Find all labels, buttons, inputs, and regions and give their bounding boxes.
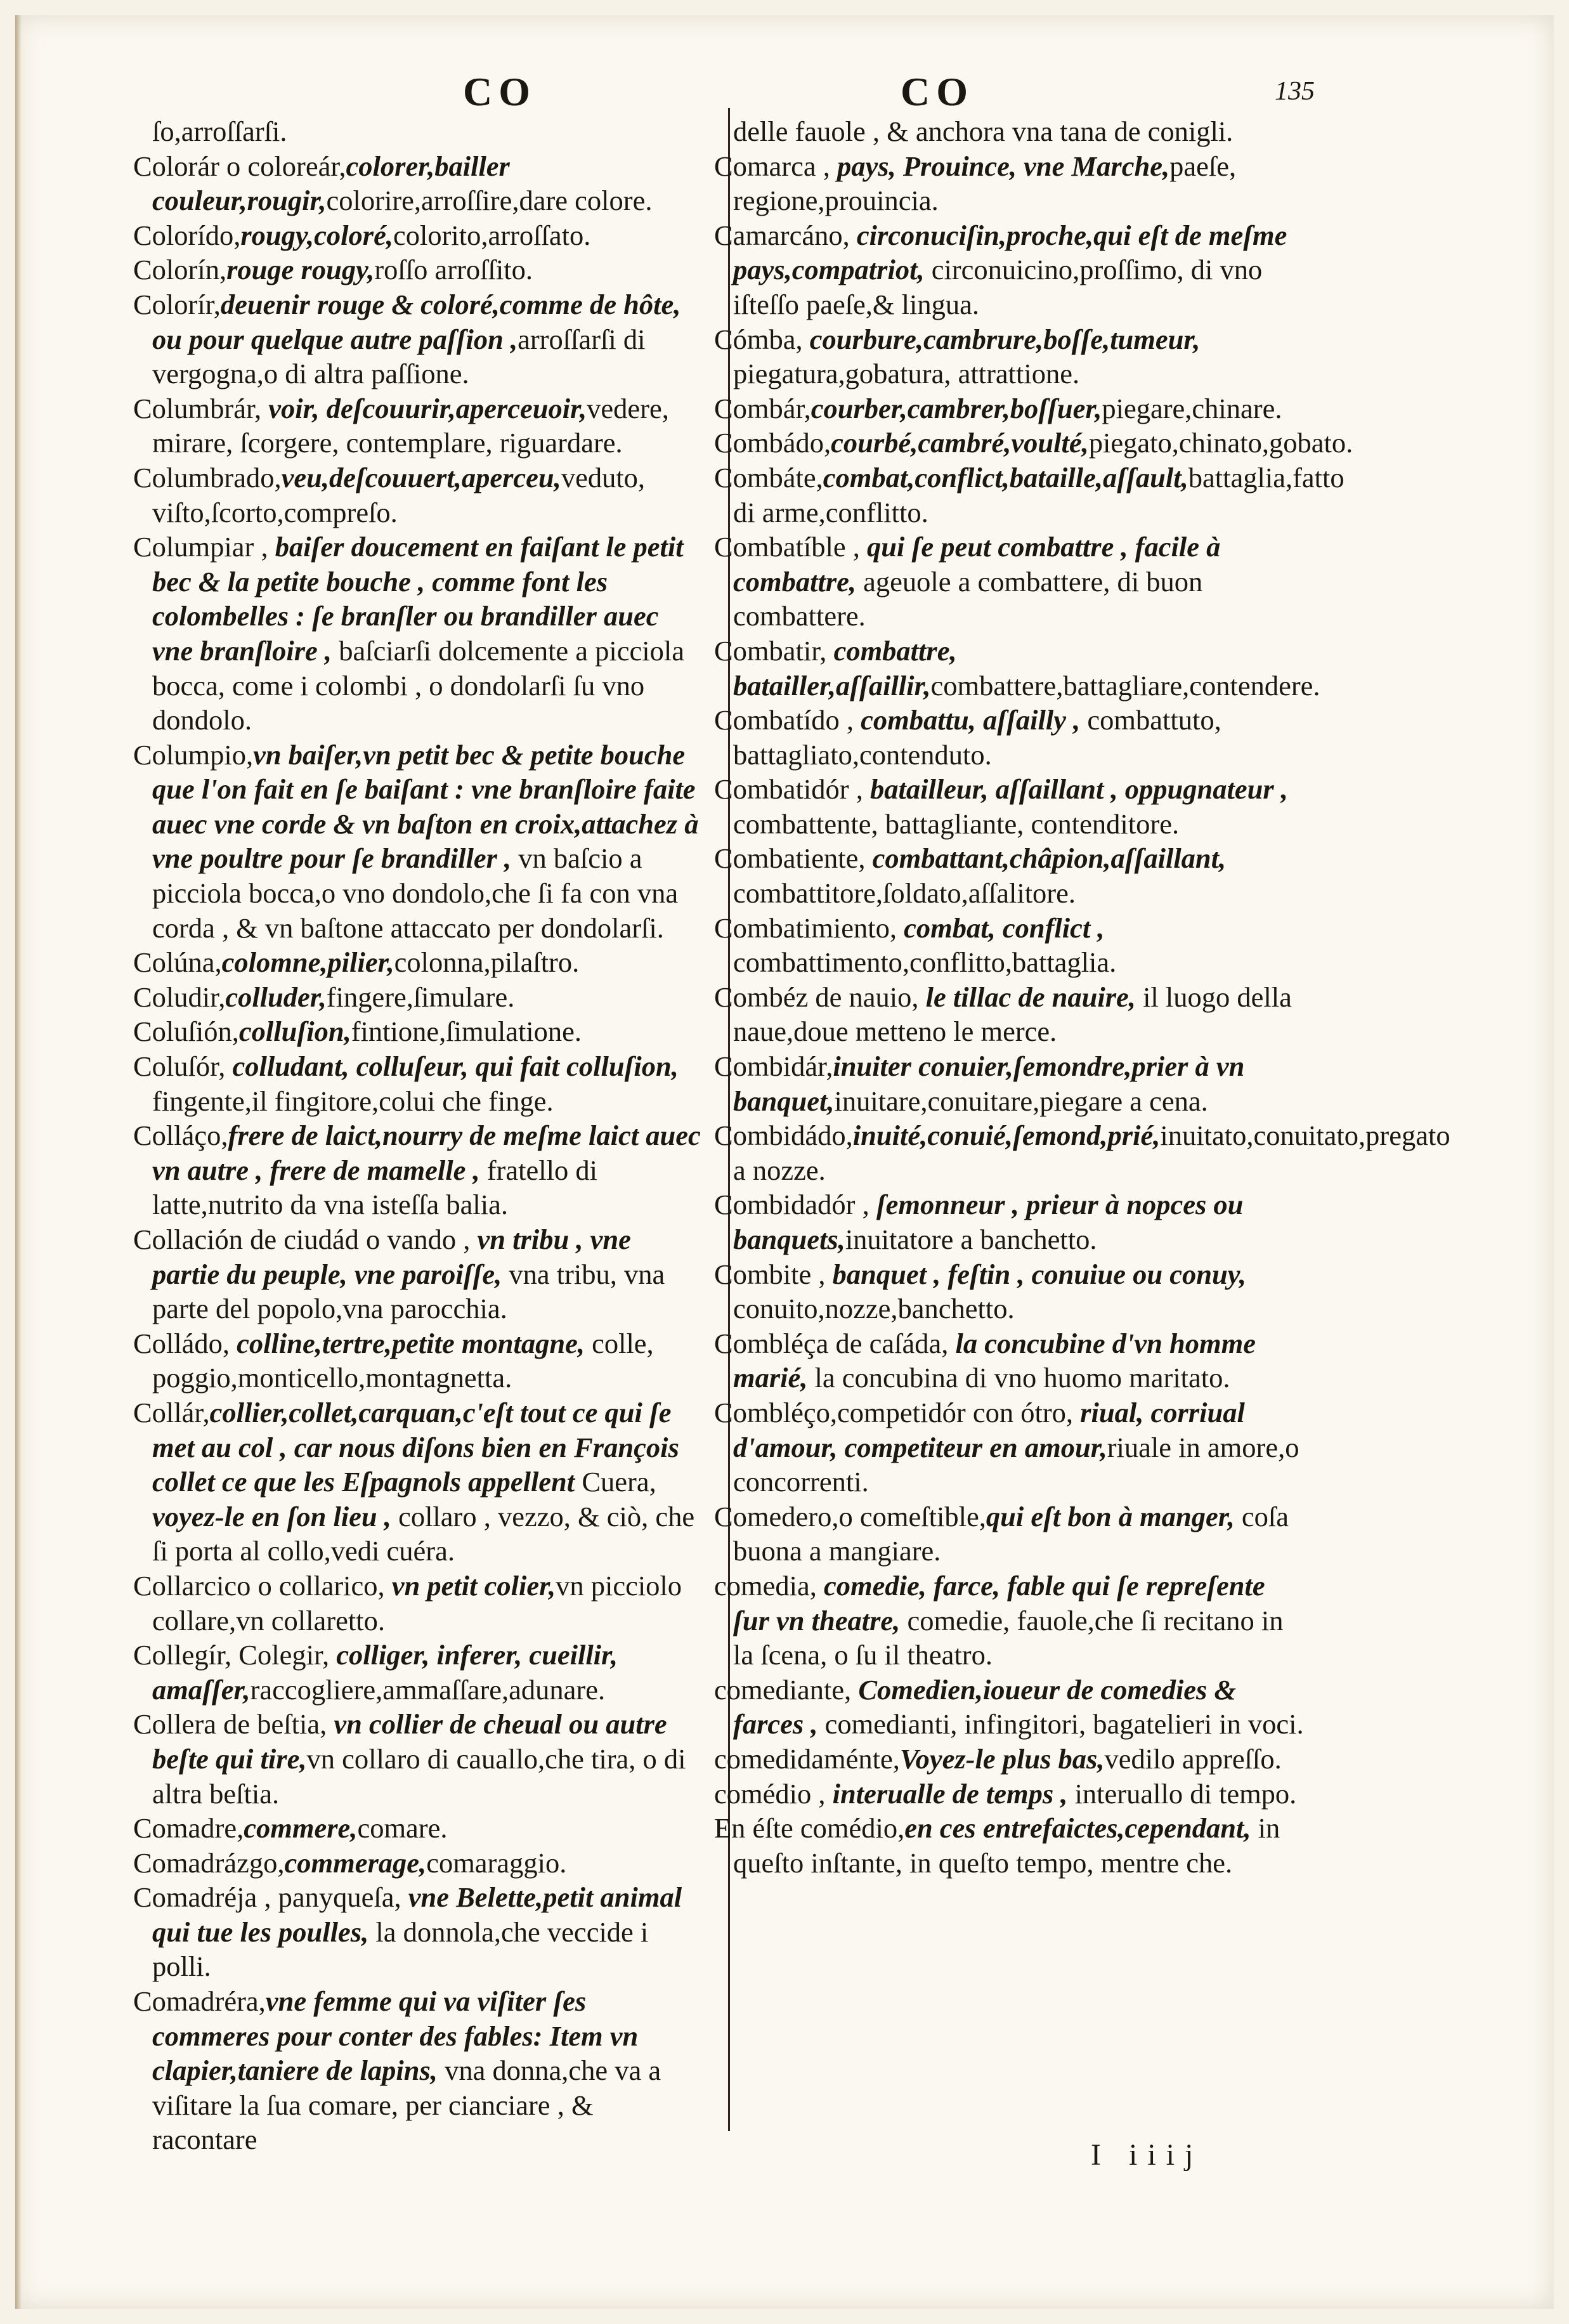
entry-french-gloss: vn baiſer,vn petit bec & petite bouche que l'on fait en ſe baiſant : vne branſloire faite auec vne corde & vn baſton en croix,attachez à vne poultre pour ſe brandiller , [152, 738, 699, 875]
running-head-left: CO [463, 69, 537, 114]
entry-headword: Collár, [133, 1396, 210, 1428]
dictionary-entry [714, 460, 1344, 530]
dictionary-entry [133, 149, 704, 218]
entry-italian-gloss: riuale in amore,o concorrenti. [733, 1431, 1299, 1498]
entry-french-gloss: la concubine d'vn homme marié, [733, 1327, 1256, 1394]
entry-french-gloss: combattu, aſſailly , [861, 704, 1081, 736]
entry-french-gloss: riual, corriual d'amour, competiteur en amour, [733, 1396, 1245, 1463]
entry-french-gloss: combattre, batailler,aſſaillir, [733, 634, 957, 702]
entry-italian-gloss: combattitore,ſoldato,aſſalitore. [733, 877, 1076, 910]
dictionary-entry [714, 1257, 1304, 1326]
entry-italian-gloss: coſa buona a mangiare. [733, 1500, 1289, 1567]
page-number: 135 [1275, 77, 1315, 106]
entry-headword: Combár, [714, 392, 811, 424]
entry-headword: Colúna, [133, 946, 222, 979]
entry-italian-gloss: inuitatore a banchetto. [845, 1224, 1097, 1255]
entry-french-gloss: commere, [244, 1812, 358, 1844]
entry-french-gloss: courbé,cambré,voulté, [831, 427, 1089, 459]
dictionary-entry [714, 911, 1304, 980]
entry-italian-gloss: paeſe, regione,prouincia. [733, 150, 1237, 217]
entry-italian-gloss: combattente, battagliante, contenditore. [733, 807, 1180, 840]
entry-italian-gloss: inuitare,conuitare,piegare a cena. [834, 1085, 1208, 1117]
entry-italian-gloss: la concubina di vno huomo maritato. [807, 1362, 1230, 1394]
dictionary-entry [133, 530, 704, 738]
entry-french-gloss: voir, deſcouurir,aperceuoir, [268, 392, 587, 424]
entry-headword: Comarca , [714, 150, 837, 182]
entry-french-gloss: ſemonneur , prieur à nopces ou banquets, [733, 1189, 1244, 1255]
dictionary-entry [714, 322, 1304, 391]
dictionary-entry [133, 287, 704, 391]
entry-italian-gloss: comare. [357, 1812, 448, 1844]
entry-headword: Colládo, [133, 1327, 237, 1359]
entry-headword: Combatir, [714, 634, 834, 667]
dictionary-entry [133, 1984, 704, 2157]
entry-headword: Combatimiento, [714, 911, 904, 944]
entry-italian-gloss: fintione,ſimulatione. [351, 1015, 582, 1048]
entry-french-gloss: combat,conflict,bataille,aſſault, [823, 461, 1188, 493]
entry-headword: comediante, [714, 1673, 859, 1706]
dictionary-entry [714, 391, 1304, 426]
entry-french-gloss: inuiter conuier,ſemondre,prier à vn banquet, [733, 1050, 1245, 1117]
entry-headword: Combatidór , [714, 773, 870, 806]
entry-french-gloss: vn petit colier, [391, 1569, 556, 1602]
entry-italian-gloss: o comeſtible, [838, 1500, 986, 1532]
dictionary-entry [133, 391, 704, 460]
entry-french-gloss: vne Belette,petit animal qui tue les poulles, [152, 1881, 682, 1948]
dictionary-entry [133, 460, 704, 530]
entry-french-gloss: colluſion, [238, 1015, 351, 1048]
entry-headword: Combatíble , [714, 531, 868, 563]
entry-headword: Comadréja , [133, 1881, 278, 1914]
dictionary-entry [714, 980, 1304, 1049]
entry-headword: Combléça de caſáda, [714, 1327, 956, 1359]
dictionary-entry [714, 530, 1304, 634]
entry-french-gloss: qui eſt bon à manger, [986, 1500, 1235, 1532]
entry-french-gloss: commerage, [284, 1846, 427, 1879]
entry-french-gloss: combattant,châpion,aſſaillant, [872, 842, 1227, 875]
entry-headword: Coluſór, [133, 1050, 233, 1083]
dictionary-entry [714, 1187, 1304, 1257]
dictionary-entry [133, 738, 704, 946]
entry-french-gloss: pays, Prouince, vne Marche, [837, 150, 1170, 182]
entry-headword: Colorín, [133, 254, 227, 286]
dictionary-entry [133, 114, 704, 149]
entry-french-gloss: rougy,coloré, [240, 219, 393, 251]
entry-headword: Combatído , [714, 704, 861, 736]
dictionary-entry [714, 1811, 1304, 1880]
dictionary-entry [133, 1811, 704, 1846]
dictionary-entry [714, 1118, 1450, 1187]
entry-italian-gloss: vn picciolo collare,vn collaretto. [152, 1569, 682, 1636]
entry-italian-gloss: collaro , vezzo, & ciò, che ſi porta al collo,vedi cuéra. [152, 1500, 695, 1567]
entry-headword: Columbrár, [133, 392, 269, 424]
entry-italian-gloss: colle, poggio,monticello,montagnetta. [152, 1327, 654, 1394]
entry-headword: En éſte comédio, [714, 1812, 905, 1844]
dictionary-entry [714, 703, 1304, 772]
dictionary-entry [714, 841, 1304, 910]
entry-headword: Combéz de nauio, [714, 981, 926, 1013]
entry-italian-gloss: roſſo arroſſito. [374, 254, 533, 286]
entry-italian-gloss: comedie, fauole,che ſi recitano in la ſcena, o ſu il theatro. [733, 1604, 1284, 1671]
dictionary-entry [714, 114, 1304, 149]
dictionary-entry [133, 1638, 704, 1707]
entry-italian-gloss: piegare,chinare. [1102, 392, 1282, 424]
entry-italian-gloss: combattimento,conflitto,battaglia. [733, 946, 1117, 979]
entry-italian-gloss: ſo,arroſſarſi. [152, 115, 287, 147]
dictionary-entry [133, 980, 704, 1015]
entry-headword: Collegír, Colegir, [133, 1639, 337, 1671]
entry-french-gloss: banquet , feſtin , conuiue ou conuy, [832, 1258, 1246, 1290]
entry-italian-gloss: comaraggio. [426, 1846, 567, 1879]
entry-italian-gloss: in queſto inſtante, in queſto tempo, mentre che. [733, 1812, 1280, 1879]
entry-headword: Combléço, [714, 1396, 838, 1428]
entry-french-gloss: baiſer doucement en faiſant le petit bec & la petite bouche , comme font les colombelles : ſe branſler ou brandiller auec vne branſloire , [152, 531, 684, 667]
entry-headword: Combidadór , [714, 1189, 876, 1221]
entry-italian-gloss: fratello di latte,nutrito da vna isteſſa balia. [152, 1154, 597, 1221]
dictionary-entry [133, 1118, 704, 1222]
entry-headword: Comedero, [714, 1500, 839, 1532]
entry-french-gloss: circonuciſin,proche,qui eſt de meſme pays,compatriot, [733, 219, 1287, 286]
entry-french-gloss: courbure,cambrure,boſſe,tumeur, [809, 323, 1201, 355]
entry-italian-gloss: piegato,chinato,gobato. [1088, 427, 1353, 459]
entry-italian-gloss: fingere,ſimulare. [326, 981, 515, 1013]
entry-italian-gloss: fingente,il fingitore,colui che finge. [152, 1085, 554, 1117]
entry-italian-gloss: combattere,battagliare,contendere. [930, 669, 1320, 702]
entry-headword: Colláço, [133, 1120, 228, 1152]
entry-headword: Colorído, [133, 219, 241, 251]
entry-italian-gloss: la donnola,che veccide i polli. [152, 1916, 649, 1983]
dictionary-entry [714, 1673, 1304, 1742]
entry-italian-gloss: baſciarſi dolcemente a picciola bocca, come i colombi , o dondolarſi ſu vno dondolo. [152, 634, 685, 736]
dictionary-entry [133, 1707, 704, 1811]
entry-headword: Columpiar , [133, 531, 275, 563]
entry-french-gloss: en ces entrefaictes,cependant, [904, 1812, 1251, 1844]
entry-italian-gloss: vn baſcio a picciola bocca,o vno dondolo,che ſi fa con vna corda , & vn baſtone attaccato per dondolarſi. [152, 842, 679, 944]
entry-italian-gloss: veduto, viſto,ſcorto,compreſo. [152, 461, 646, 528]
entry-french-gloss: vn tribu , vne partie du peuple, vne paroiſſe, [152, 1224, 631, 1290]
entry-french-gloss: collier,collet,carquan,c'eſt tout ce qui ſe met au col , car nous diſons bien en François collet ce que les Eſpagnols appellent [152, 1396, 679, 1498]
entry-french-gloss: veu,deſcouuert,aperceu, [281, 461, 561, 493]
entry-french-gloss: courber,cambrer,boſſuer, [811, 392, 1102, 424]
entry-italian-gloss: circonuicino,proſſimo, di vno iſteſſo paeſe,& lingua. [733, 254, 1263, 320]
entry-italian-gloss: colonna,pilaſtro. [394, 946, 580, 979]
entry-headword: Columbrado, [133, 461, 282, 493]
entry-italian-gloss: inuitato,conuitato,pregato a nozze. [733, 1120, 1450, 1186]
entry-french-gloss: colliger, inferer, cueillir, amaſſer, [152, 1639, 618, 1706]
entry-italian-gloss: interuallo di tempo. [1067, 1777, 1297, 1810]
dictionary-entry [714, 634, 1320, 703]
entry-italian-gloss: arroſſarſi di vergogna,o di altra paſſione. [152, 323, 646, 390]
entry-italian-gloss: vedilo appreſſo. [1104, 1742, 1282, 1775]
entry-french-gloss: colorer,bailler couleur,rougir, [152, 150, 510, 217]
dictionary-entry [714, 1777, 1304, 1812]
dictionary-entry [714, 149, 1304, 218]
entry-italian-gloss: piegatura,gobatura, attrattione. [733, 358, 1080, 390]
entry-french-gloss: colluder, [225, 981, 327, 1013]
entry-italian-gloss: delle fauole , & anchora vna tana de conigli. [733, 115, 1234, 147]
entry-headword: Collación de ciudád o vando , [133, 1224, 478, 1255]
entry-french-gloss: interualle de temps , [832, 1777, 1068, 1810]
dictionary-entry [133, 1014, 704, 1049]
dictionary-entry [714, 426, 1353, 460]
entry-headword: Colorír, [133, 288, 221, 320]
entry-headword: Coludir, [133, 981, 226, 1013]
entry-italian-gloss: colorire,arroſſire,dare colore. [326, 185, 653, 217]
entry-french-gloss: vn collier de cheual ou autre beſte qui tire, [152, 1708, 667, 1775]
dictionary-entry [133, 218, 704, 253]
entry-italian-gloss: il luogo della naue,doue metteno le merce. [733, 981, 1292, 1048]
entry-french-gloss: colline,tertre,petite montagne, [237, 1327, 585, 1359]
dictionary-entry [133, 1326, 704, 1395]
entry-french-gloss: rouge rougy, [226, 254, 375, 286]
running-head-right: CO [901, 69, 974, 114]
page-gutter-shadow [15, 15, 22, 2309]
entry-headword: Colorár o coloreár, [133, 150, 346, 182]
entry-italian-gloss: vedere, mirare, ſcorgere, contemplare, riguardare. [152, 392, 669, 459]
entry-headword: comedidaménte, [714, 1742, 900, 1775]
dictionary-entry [714, 218, 1304, 322]
entry-french-gloss: batailleur, aſſaillant , oppugnateur , [869, 773, 1288, 806]
entry-french-gloss: combat, conflict , [904, 911, 1105, 944]
signature-mark: I iiij [1091, 2138, 1204, 2172]
dictionary-entry [133, 252, 704, 287]
entry-headword: Combádo, [714, 427, 831, 459]
entry-french-gloss: qui ſe peut combattre , facile à combattre, [733, 531, 1221, 597]
entry-italian-gloss: combattuto, battagliato,contenduto. [733, 704, 1221, 771]
entry-headword: Comadre, [133, 1812, 244, 1844]
entry-italian-gloss: ageuole a combattere, di buon combattere. [733, 565, 1203, 632]
entry-italian-gloss: competidór con ótro, [837, 1396, 1081, 1428]
entry-headword: Coluſión, [133, 1015, 239, 1048]
dictionary-entry [133, 1049, 704, 1118]
entry-headword: comedia, [714, 1569, 824, 1602]
entry-headword: Camarcáno, [714, 219, 857, 251]
right-column [714, 114, 1450, 1880]
entry-italian-gloss: panyqueſa, [278, 1881, 408, 1914]
entry-french-gloss: colomne,pilier, [221, 946, 394, 979]
entry-italian-gloss: vn collaro di cauallo,che tira, o di altra beſtia. [152, 1742, 686, 1810]
dictionary-entry [714, 772, 1304, 841]
dictionary-entry [133, 1880, 704, 1984]
entry-italian-gloss: battaglia,fatto di arme,conflitto. [733, 461, 1344, 528]
entry-headword: Combidár, [714, 1050, 833, 1083]
entry-french-gloss: inuité,conuié,ſemond,prié, [852, 1120, 1161, 1152]
entry-headword: Combatiente, [714, 842, 873, 875]
entry-french-gloss: le tillac de nauire, [925, 981, 1136, 1013]
entry-french-gloss: colludant, colluſeur, qui fait colluſion, [232, 1050, 679, 1083]
entry-french-gloss: Voyez-le plus bas, [899, 1742, 1105, 1775]
entry-italian-gloss: conuito,nozze,banchetto. [733, 1293, 1015, 1325]
entry-italian-gloss: vna tribu, vna parte del popolo,vna parocchia. [152, 1258, 665, 1325]
dictionary-entry [133, 1846, 704, 1881]
entry-italian-gloss: raccogliere,ammaſſare,adunare. [250, 1673, 606, 1706]
dictionary-entry [714, 1742, 1304, 1777]
entry-french-gloss: comedie, farce, fable qui ſe repreſente ſur vn theatre, [733, 1569, 1265, 1636]
entry-headword: Combite , [714, 1258, 833, 1290]
entry-headword: comédio , [714, 1777, 833, 1810]
dictionary-entry [714, 1569, 1304, 1673]
entry-headword: Comadréra, [133, 1985, 266, 2018]
entry-french-gloss: voyez-le en ſon lieu , [152, 1500, 391, 1532]
entry-italian-gloss: vna donna,che va a viſitare la ſua comare, per cianciare , & racontare [152, 2054, 661, 2156]
dictionary-entry [133, 945, 704, 980]
entry-french-gloss: frere de laict,nourry de meſme laict auec vn autre , frere de mamelle , [152, 1120, 701, 1186]
entry-headword: Columpio, [133, 738, 254, 771]
dictionary-entry [133, 1569, 704, 1638]
entry-italian-gloss: colorito,arroſſato. [393, 219, 591, 251]
entry-italian-gloss: Cuera, [575, 1466, 656, 1498]
entry-headword: Combidádo, [714, 1120, 853, 1152]
dictionary-entry [714, 1395, 1304, 1499]
entry-headword: Collarcico o collarico, [133, 1569, 392, 1602]
entry-headword: Comadrázgo, [133, 1846, 285, 1879]
entry-french-gloss: deuenir rouge & coloré,comme de hôte, ou pour quelque autre paſſion , [152, 288, 681, 355]
entry-headword: Collera de beſtia, [133, 1708, 334, 1740]
dictionary-entry [714, 1049, 1304, 1118]
left-column [133, 114, 704, 2157]
entry-headword: Combáte, [714, 461, 823, 493]
dictionary-entry [133, 1395, 704, 1569]
dictionary-entry [714, 1499, 1304, 1569]
entry-french-gloss: Comedien,ioueur de comedies & farces , [733, 1673, 1237, 1740]
dictionary-entry [714, 1326, 1304, 1395]
entry-headword: Cómba, [714, 323, 810, 355]
entry-italian-gloss: comedianti, infingitori, bagatelieri in voci. [817, 1708, 1304, 1740]
dictionary-entry [133, 1222, 704, 1326]
entry-french-gloss: vne femme qui va viſiter ſes commeres pour conter des fables: Item vn clapier,taniere de lapins, [152, 1985, 639, 2087]
